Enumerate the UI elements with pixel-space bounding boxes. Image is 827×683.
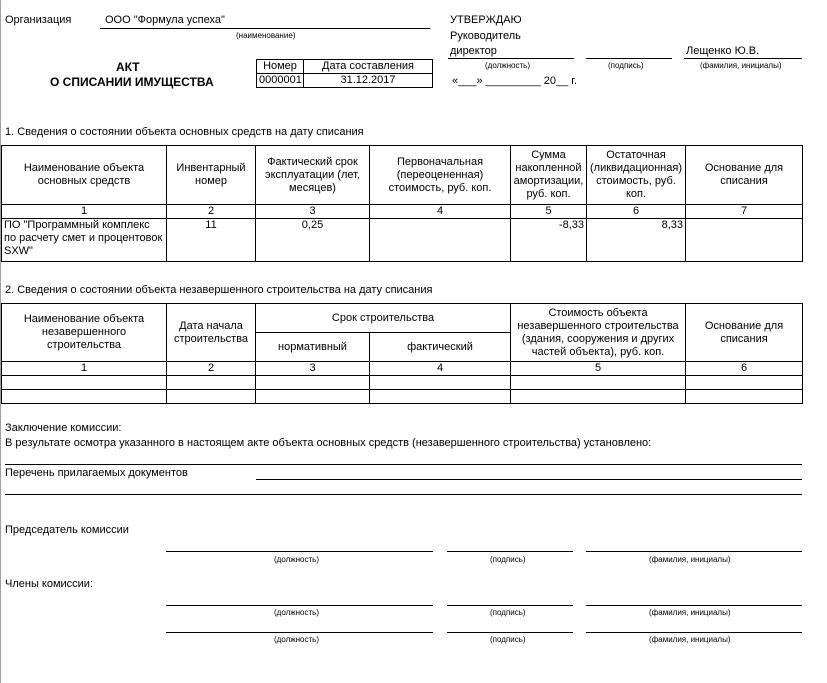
date-label: Дата составления	[304, 60, 433, 74]
date-line: «___» _________ 20__ г.	[452, 75, 578, 87]
docs-line-1	[256, 479, 802, 480]
s2-empty-cell	[511, 376, 686, 390]
s1-num: 3	[256, 205, 370, 219]
s2-empty-cell	[686, 390, 803, 404]
s2-empty-cell	[511, 390, 686, 404]
s1-num: 6	[587, 205, 686, 219]
s2-h-term: Срок строительства	[256, 304, 511, 333]
hint-position: (должность)	[485, 61, 530, 70]
s1-h-amort: Сумма накопленной амортизации, руб. коп.	[511, 146, 587, 205]
position-line	[448, 58, 574, 59]
org-hint: (наименование)	[236, 31, 296, 40]
docs-line-2	[5, 494, 802, 495]
chair-hint-position: (должность)	[274, 555, 319, 564]
hint-signature: (подпись)	[608, 61, 644, 70]
s2-num: 1	[2, 362, 167, 376]
chair-hint-name: (фамилия, инициалы)	[649, 555, 731, 564]
member1-signature-line	[447, 605, 573, 606]
s2-num: 5	[511, 362, 686, 376]
conclusion-line	[5, 464, 802, 465]
org-name: ООО "Формула успеха"	[105, 14, 225, 26]
member1-hint-position: (должность)	[274, 608, 319, 617]
member2-hint-name: (фамилия, инициалы)	[649, 635, 731, 644]
head-label: Руководитель	[450, 30, 521, 42]
approve-label: УТВЕРЖДАЮ	[450, 14, 522, 26]
member2-hint-position: (должность)	[274, 635, 319, 644]
s1-num: 4	[370, 205, 511, 219]
number-label: Номер	[257, 60, 304, 74]
docs-label: Перечень прилагаемых документов	[5, 467, 188, 479]
position-value: директор	[450, 45, 497, 57]
s2-empty-cell	[167, 376, 256, 390]
doc-title: АКТ	[116, 60, 140, 74]
s2-h-fact: фактический	[370, 333, 511, 362]
chair-signature-line	[447, 551, 573, 552]
s1-h-basis: Основание для списания	[686, 146, 803, 205]
s1-h-inv: Инвентарный номер	[167, 146, 256, 205]
s1-h-term: Фактический срок эксплуатации (лет, месяцев)	[256, 146, 370, 205]
hint-name: (фамилия, инициалы)	[700, 61, 782, 70]
section2-title: 2. Сведения о состоянии объекта незавершенного строительства на дату списания	[5, 284, 433, 296]
s1-row-amort: -8,33	[511, 219, 587, 262]
s1-row-name: ПО "Программный комплекс по расчету смет и процентовок SXW"	[2, 219, 167, 262]
s1-row-initial	[370, 219, 511, 262]
s1-num: 5	[511, 205, 587, 219]
member2-signature-line	[447, 632, 573, 633]
s1-row-term: 0,25	[256, 219, 370, 262]
s2-h-norm: нормативный	[256, 333, 370, 362]
member2-position-line	[166, 632, 433, 633]
chair-label: Председатель комиссии	[5, 524, 129, 536]
s2-empty-cell	[686, 376, 803, 390]
s1-h-residual: Остаточная (ликвидационная) стоимость, руб. коп.	[587, 146, 686, 205]
s2-num: 3	[256, 362, 370, 376]
doc-subtitle: О СПИСАНИИ ИМУЩЕСТВА	[50, 75, 214, 89]
chair-name-line	[586, 551, 802, 552]
s1-num: 2	[167, 205, 256, 219]
doc-number-table	[256, 59, 433, 88]
signer-name: Лещенко Ю.В.	[686, 45, 760, 57]
member1-hint-name: (фамилия, инициалы)	[649, 608, 731, 617]
s2-num: 4	[370, 362, 511, 376]
org-label: Организация	[5, 14, 72, 26]
s2-empty-cell	[2, 390, 167, 404]
s2-num: 6	[686, 362, 803, 376]
section1-table	[1, 145, 803, 262]
section1-title: 1. Сведения о состоянии объекта основных средств на дату списания	[5, 126, 364, 138]
s2-h-basis: Основание для списания	[686, 304, 803, 362]
s2-num: 2	[167, 362, 256, 376]
chair-hint-signature: (подпись)	[490, 555, 526, 564]
org-name-line	[100, 28, 430, 29]
s1-num: 1	[2, 205, 167, 219]
s1-row-basis	[686, 219, 803, 262]
member2-name-line	[586, 632, 802, 633]
s2-empty-cell	[370, 376, 511, 390]
s2-h-cost: Стоимость объекта незавершенного строительства (здания, сооружения и других частей объекта), руб. коп.	[511, 304, 686, 362]
doc-number: 0000001	[257, 74, 304, 88]
member1-name-line	[586, 605, 802, 606]
chair-position-line	[166, 551, 433, 552]
s1-row-inv: 11	[167, 219, 256, 262]
s2-empty-cell	[256, 376, 370, 390]
member1-position-line	[166, 605, 433, 606]
s2-empty-cell	[167, 390, 256, 404]
conclusion-text: В результате осмотра указанного в настоящем акте объекта основных средств (незавершенного строительства) установлено:	[5, 437, 652, 449]
conclusion-title: Заключение комиссии:	[5, 422, 122, 434]
s2-empty-cell	[370, 390, 511, 404]
s1-num: 7	[686, 205, 803, 219]
s2-empty-cell	[256, 390, 370, 404]
s1-row-residual: 8,33	[587, 219, 686, 262]
signature-line	[586, 58, 672, 59]
name-line	[684, 58, 802, 59]
s2-empty-cell	[2, 376, 167, 390]
members-label: Члены комиссии:	[5, 578, 94, 590]
s2-h-start: Дата начала строительства	[167, 304, 256, 362]
s2-h-name: Наименование объекта незавершенного строительства	[2, 304, 167, 362]
doc-date: 31.12.2017	[304, 74, 433, 88]
s1-h-initial: Первоначальная (переоцененная) стоимость, руб. коп.	[370, 146, 511, 205]
s1-h-name: Наименование объекта основных средств	[2, 146, 167, 205]
member1-hint-signature: (подпись)	[490, 608, 526, 617]
member2-hint-signature: (подпись)	[490, 635, 526, 644]
section2-table	[1, 303, 803, 404]
